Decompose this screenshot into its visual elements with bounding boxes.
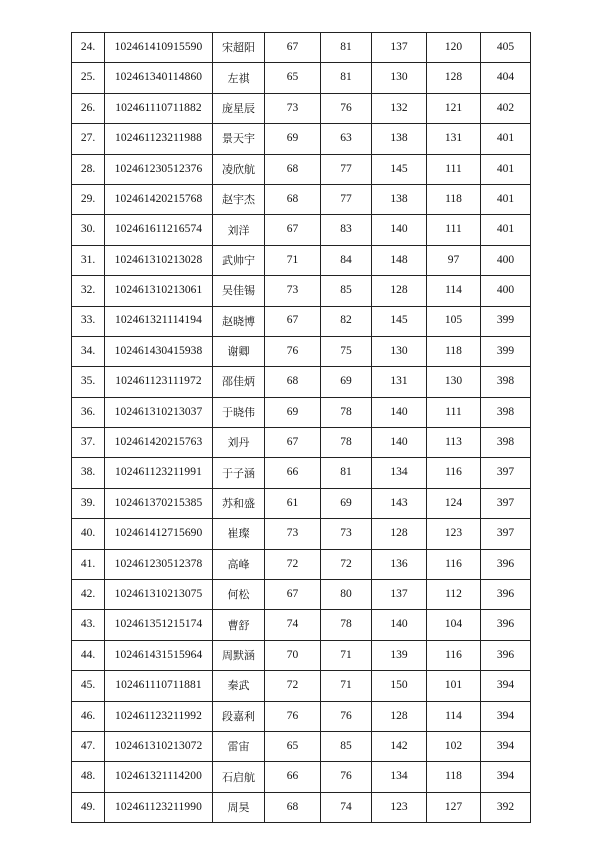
exam-id: 102461123211992 bbox=[105, 701, 213, 731]
row-index: 36. bbox=[72, 397, 105, 427]
score-subject-1: 73 bbox=[265, 519, 321, 549]
score-table bbox=[71, 32, 531, 823]
exam-id: 102461310213072 bbox=[105, 731, 213, 761]
candidate-name: 段嘉利 bbox=[213, 701, 265, 731]
score-subject-4: 114 bbox=[427, 701, 481, 731]
row-index: 25. bbox=[72, 63, 105, 93]
exam-id: 102461310213075 bbox=[105, 580, 213, 610]
exam-id: 102461310213028 bbox=[105, 245, 213, 275]
candidate-name: 刘洋 bbox=[213, 215, 265, 245]
score-subject-3: 145 bbox=[372, 154, 427, 184]
score-subject-2: 85 bbox=[321, 731, 372, 761]
score-subject-1: 67 bbox=[265, 33, 321, 63]
row-index: 29. bbox=[72, 184, 105, 214]
score-subject-2: 71 bbox=[321, 640, 372, 670]
score-subject-1: 70 bbox=[265, 640, 321, 670]
score-total: 404 bbox=[481, 63, 531, 93]
table-row bbox=[72, 671, 531, 701]
score-subject-4: 123 bbox=[427, 519, 481, 549]
score-subject-3: 143 bbox=[372, 488, 427, 518]
exam-id: 102461123211990 bbox=[105, 792, 213, 822]
row-index: 28. bbox=[72, 154, 105, 184]
score-subject-4: 131 bbox=[427, 124, 481, 154]
score-subject-1: 67 bbox=[265, 215, 321, 245]
score-subject-3: 150 bbox=[372, 671, 427, 701]
table-row bbox=[72, 93, 531, 123]
row-index: 31. bbox=[72, 245, 105, 275]
candidate-name: 雷宙 bbox=[213, 731, 265, 761]
score-subject-3: 134 bbox=[372, 762, 427, 792]
exam-id: 102461321114200 bbox=[105, 762, 213, 792]
candidate-name: 赵宇杰 bbox=[213, 184, 265, 214]
table-row bbox=[72, 154, 531, 184]
table-row bbox=[72, 184, 531, 214]
row-index: 49. bbox=[72, 792, 105, 822]
score-subject-4: 111 bbox=[427, 397, 481, 427]
score-subject-2: 73 bbox=[321, 519, 372, 549]
candidate-name: 周默涵 bbox=[213, 640, 265, 670]
exam-id: 102461430415938 bbox=[105, 336, 213, 366]
exam-id: 102461611216574 bbox=[105, 215, 213, 245]
score-subject-1: 69 bbox=[265, 397, 321, 427]
score-subject-1: 68 bbox=[265, 792, 321, 822]
score-subject-1: 72 bbox=[265, 549, 321, 579]
score-subject-2: 78 bbox=[321, 610, 372, 640]
table-row bbox=[72, 731, 531, 761]
score-subject-1: 76 bbox=[265, 336, 321, 366]
row-index: 37. bbox=[72, 428, 105, 458]
row-index: 33. bbox=[72, 306, 105, 336]
candidate-name: 左祺 bbox=[213, 63, 265, 93]
candidate-name: 庞星辰 bbox=[213, 93, 265, 123]
score-subject-1: 68 bbox=[265, 154, 321, 184]
score-subject-2: 74 bbox=[321, 792, 372, 822]
score-subject-2: 78 bbox=[321, 397, 372, 427]
score-subject-4: 113 bbox=[427, 428, 481, 458]
score-subject-1: 61 bbox=[265, 488, 321, 518]
exam-id: 102461123111972 bbox=[105, 367, 213, 397]
score-total: 401 bbox=[481, 124, 531, 154]
score-subject-4: 120 bbox=[427, 33, 481, 63]
score-subject-4: 101 bbox=[427, 671, 481, 701]
table-row bbox=[72, 458, 531, 488]
score-total: 402 bbox=[481, 93, 531, 123]
score-subject-2: 81 bbox=[321, 63, 372, 93]
score-subject-2: 85 bbox=[321, 276, 372, 306]
score-subject-2: 69 bbox=[321, 367, 372, 397]
score-subject-2: 81 bbox=[321, 33, 372, 63]
score-total: 396 bbox=[481, 610, 531, 640]
score-subject-2: 77 bbox=[321, 184, 372, 214]
score-total: 398 bbox=[481, 397, 531, 427]
score-subject-1: 67 bbox=[265, 428, 321, 458]
candidate-name: 景天宇 bbox=[213, 124, 265, 154]
candidate-name: 秦武 bbox=[213, 671, 265, 701]
exam-id: 102461110711882 bbox=[105, 93, 213, 123]
score-total: 394 bbox=[481, 731, 531, 761]
score-total: 401 bbox=[481, 215, 531, 245]
score-subject-3: 139 bbox=[372, 640, 427, 670]
candidate-name: 赵晓博 bbox=[213, 306, 265, 336]
candidate-name: 于子涵 bbox=[213, 458, 265, 488]
candidate-name: 苏和盛 bbox=[213, 488, 265, 518]
score-subject-1: 73 bbox=[265, 276, 321, 306]
row-index: 46. bbox=[72, 701, 105, 731]
score-subject-3: 128 bbox=[372, 701, 427, 731]
score-subject-1: 69 bbox=[265, 124, 321, 154]
candidate-name: 凌欣航 bbox=[213, 154, 265, 184]
candidate-name: 何松 bbox=[213, 580, 265, 610]
score-total: 405 bbox=[481, 33, 531, 63]
score-subject-4: 111 bbox=[427, 215, 481, 245]
score-subject-4: 102 bbox=[427, 731, 481, 761]
row-index: 40. bbox=[72, 519, 105, 549]
score-subject-3: 140 bbox=[372, 397, 427, 427]
table-row bbox=[72, 124, 531, 154]
exam-id: 102461310213037 bbox=[105, 397, 213, 427]
score-total: 401 bbox=[481, 184, 531, 214]
score-subject-3: 148 bbox=[372, 245, 427, 275]
row-index: 38. bbox=[72, 458, 105, 488]
score-total: 394 bbox=[481, 671, 531, 701]
score-total: 399 bbox=[481, 336, 531, 366]
row-index: 34. bbox=[72, 336, 105, 366]
table-row bbox=[72, 306, 531, 336]
table-row bbox=[72, 63, 531, 93]
score-subject-3: 128 bbox=[372, 276, 427, 306]
score-subject-4: 105 bbox=[427, 306, 481, 336]
table-row bbox=[72, 580, 531, 610]
candidate-name: 崔璨 bbox=[213, 519, 265, 549]
score-total: 398 bbox=[481, 367, 531, 397]
exam-id: 102461351215174 bbox=[105, 610, 213, 640]
score-subject-2: 69 bbox=[321, 488, 372, 518]
table-row bbox=[72, 549, 531, 579]
score-subject-2: 83 bbox=[321, 215, 372, 245]
score-subject-3: 134 bbox=[372, 458, 427, 488]
score-subject-4: 112 bbox=[427, 580, 481, 610]
score-subject-1: 76 bbox=[265, 701, 321, 731]
score-subject-4: 116 bbox=[427, 640, 481, 670]
row-index: 44. bbox=[72, 640, 105, 670]
score-total: 394 bbox=[481, 701, 531, 731]
row-index: 26. bbox=[72, 93, 105, 123]
table-row bbox=[72, 762, 531, 792]
score-subject-2: 80 bbox=[321, 580, 372, 610]
score-subject-2: 84 bbox=[321, 245, 372, 275]
score-subject-4: 118 bbox=[427, 184, 481, 214]
table-row bbox=[72, 397, 531, 427]
score-subject-1: 66 bbox=[265, 762, 321, 792]
table-row bbox=[72, 519, 531, 549]
row-index: 45. bbox=[72, 671, 105, 701]
candidate-name: 武帅宁 bbox=[213, 245, 265, 275]
candidate-name: 高峰 bbox=[213, 549, 265, 579]
row-index: 47. bbox=[72, 731, 105, 761]
score-subject-3: 140 bbox=[372, 428, 427, 458]
score-subject-4: 114 bbox=[427, 276, 481, 306]
candidate-name: 谢卿 bbox=[213, 336, 265, 366]
score-subject-3: 131 bbox=[372, 367, 427, 397]
candidate-name: 曹舒 bbox=[213, 610, 265, 640]
row-index: 27. bbox=[72, 124, 105, 154]
score-subject-3: 140 bbox=[372, 215, 427, 245]
candidate-name: 吴佳锡 bbox=[213, 276, 265, 306]
score-subject-3: 142 bbox=[372, 731, 427, 761]
score-total: 397 bbox=[481, 488, 531, 518]
score-subject-3: 128 bbox=[372, 519, 427, 549]
score-subject-4: 128 bbox=[427, 63, 481, 93]
row-index: 41. bbox=[72, 549, 105, 579]
score-subject-2: 71 bbox=[321, 671, 372, 701]
score-subject-3: 137 bbox=[372, 580, 427, 610]
score-subject-4: 97 bbox=[427, 245, 481, 275]
score-total: 398 bbox=[481, 428, 531, 458]
row-index: 24. bbox=[72, 33, 105, 63]
score-total: 400 bbox=[481, 276, 531, 306]
table-row bbox=[72, 276, 531, 306]
table-row bbox=[72, 33, 531, 63]
score-subject-3: 130 bbox=[372, 63, 427, 93]
score-subject-4: 121 bbox=[427, 93, 481, 123]
score-total: 397 bbox=[481, 458, 531, 488]
row-index: 48. bbox=[72, 762, 105, 792]
row-index: 32. bbox=[72, 276, 105, 306]
score-subject-2: 76 bbox=[321, 701, 372, 731]
score-subject-2: 76 bbox=[321, 93, 372, 123]
exam-id: 102461123211988 bbox=[105, 124, 213, 154]
score-total: 401 bbox=[481, 154, 531, 184]
score-subject-4: 127 bbox=[427, 792, 481, 822]
score-subject-4: 116 bbox=[427, 458, 481, 488]
exam-id: 102461420215768 bbox=[105, 184, 213, 214]
score-subject-2: 76 bbox=[321, 762, 372, 792]
score-subject-1: 66 bbox=[265, 458, 321, 488]
score-subject-4: 124 bbox=[427, 488, 481, 518]
table-row bbox=[72, 701, 531, 731]
score-subject-4: 118 bbox=[427, 762, 481, 792]
row-index: 43. bbox=[72, 610, 105, 640]
score-subject-1: 67 bbox=[265, 580, 321, 610]
score-subject-2: 78 bbox=[321, 428, 372, 458]
score-subject-4: 118 bbox=[427, 336, 481, 366]
score-total: 396 bbox=[481, 549, 531, 579]
score-total: 392 bbox=[481, 792, 531, 822]
table-row bbox=[72, 245, 531, 275]
exam-id: 102461310213061 bbox=[105, 276, 213, 306]
table-row bbox=[72, 640, 531, 670]
exam-id: 102461420215763 bbox=[105, 428, 213, 458]
score-subject-1: 65 bbox=[265, 731, 321, 761]
score-subject-2: 75 bbox=[321, 336, 372, 366]
row-index: 39. bbox=[72, 488, 105, 518]
score-total: 399 bbox=[481, 306, 531, 336]
score-total: 396 bbox=[481, 580, 531, 610]
score-subject-2: 82 bbox=[321, 306, 372, 336]
exam-id: 102461431515964 bbox=[105, 640, 213, 670]
score-subject-3: 140 bbox=[372, 610, 427, 640]
score-total: 394 bbox=[481, 762, 531, 792]
candidate-name: 于晓伟 bbox=[213, 397, 265, 427]
score-subject-4: 111 bbox=[427, 154, 481, 184]
table-row bbox=[72, 792, 531, 822]
table-row bbox=[72, 367, 531, 397]
table-row bbox=[72, 428, 531, 458]
table-row bbox=[72, 215, 531, 245]
score-subject-3: 138 bbox=[372, 124, 427, 154]
candidate-name: 刘丹 bbox=[213, 428, 265, 458]
score-subject-1: 71 bbox=[265, 245, 321, 275]
score-subject-3: 137 bbox=[372, 33, 427, 63]
exam-id: 102461410915590 bbox=[105, 33, 213, 63]
score-subject-1: 68 bbox=[265, 184, 321, 214]
score-subject-1: 73 bbox=[265, 93, 321, 123]
score-subject-3: 123 bbox=[372, 792, 427, 822]
score-total: 397 bbox=[481, 519, 531, 549]
score-subject-1: 67 bbox=[265, 306, 321, 336]
score-subject-3: 132 bbox=[372, 93, 427, 123]
score-subject-3: 145 bbox=[372, 306, 427, 336]
table-row bbox=[72, 610, 531, 640]
exam-id: 102461321114194 bbox=[105, 306, 213, 336]
candidate-name: 石启航 bbox=[213, 762, 265, 792]
score-total: 400 bbox=[481, 245, 531, 275]
exam-id: 102461230512376 bbox=[105, 154, 213, 184]
score-subject-3: 136 bbox=[372, 549, 427, 579]
exam-id: 102461123211991 bbox=[105, 458, 213, 488]
candidate-name: 宋超阳 bbox=[213, 33, 265, 63]
exam-id: 102461412715690 bbox=[105, 519, 213, 549]
score-subject-3: 130 bbox=[372, 336, 427, 366]
score-subject-2: 81 bbox=[321, 458, 372, 488]
score-subject-4: 104 bbox=[427, 610, 481, 640]
score-subject-3: 138 bbox=[372, 184, 427, 214]
score-subject-4: 116 bbox=[427, 549, 481, 579]
row-index: 30. bbox=[72, 215, 105, 245]
candidate-name: 周昊 bbox=[213, 792, 265, 822]
candidate-name: 邵佳炳 bbox=[213, 367, 265, 397]
score-table-body bbox=[72, 33, 531, 823]
score-total: 396 bbox=[481, 640, 531, 670]
exam-id: 102461230512378 bbox=[105, 549, 213, 579]
score-subject-1: 72 bbox=[265, 671, 321, 701]
row-index: 42. bbox=[72, 580, 105, 610]
score-subject-2: 72 bbox=[321, 549, 372, 579]
score-subject-2: 63 bbox=[321, 124, 372, 154]
exam-id: 102461110711881 bbox=[105, 671, 213, 701]
table-row bbox=[72, 488, 531, 518]
row-index: 35. bbox=[72, 367, 105, 397]
exam-id: 102461340114860 bbox=[105, 63, 213, 93]
table-row bbox=[72, 336, 531, 366]
score-subject-1: 68 bbox=[265, 367, 321, 397]
score-subject-4: 130 bbox=[427, 367, 481, 397]
score-subject-2: 77 bbox=[321, 154, 372, 184]
score-subject-1: 65 bbox=[265, 63, 321, 93]
score-subject-1: 74 bbox=[265, 610, 321, 640]
exam-id: 102461370215385 bbox=[105, 488, 213, 518]
